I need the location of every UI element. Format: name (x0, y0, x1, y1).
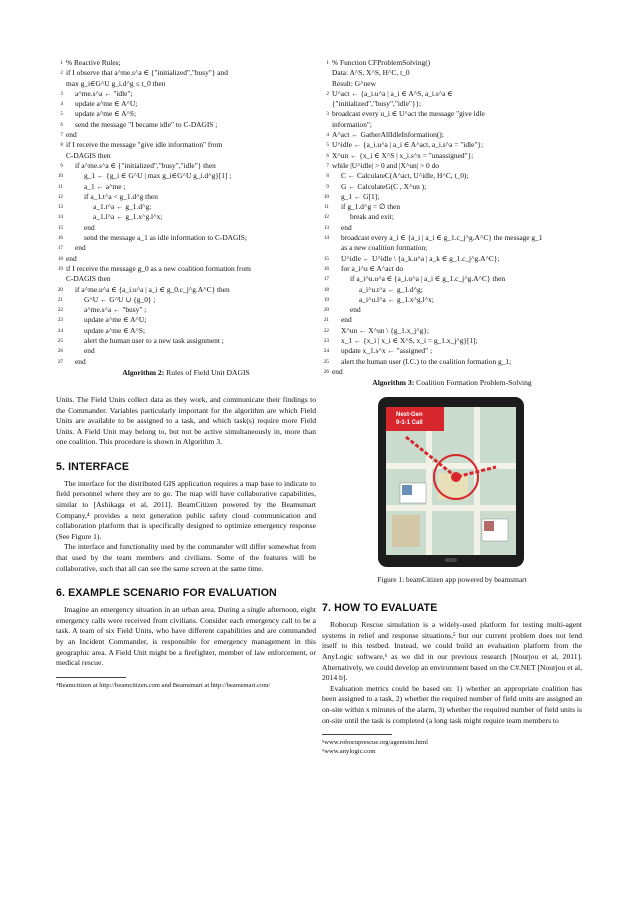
line-number: 19 (323, 296, 329, 303)
line-text: if I receive the message g_0 as a new coalition formation from (66, 263, 251, 273)
line-number: 2 (326, 90, 329, 97)
line-number: 25 (57, 338, 63, 345)
algorithm-line (56, 315, 316, 325)
algorithm-2-label: Algorithm 2: (122, 367, 165, 377)
tablet-device (378, 397, 524, 567)
line-number: 17 (57, 245, 63, 252)
line-text: C-DAGIS then (66, 150, 111, 160)
line-number: 26 (57, 348, 63, 355)
algorithm-line (322, 285, 582, 295)
algorithm-line (322, 140, 582, 150)
banner-line-1: Next-Gen (396, 412, 423, 419)
line-number: 7 (326, 162, 329, 169)
line-text: if I observe that a^me.s^a ∈ {"initialized","busy"} and (66, 68, 228, 78)
algorithm-line (56, 295, 316, 305)
algorithm-3-caption (322, 378, 582, 387)
paragraph: The interface for the distributed GIS application requires a map base to indicate to field personnel where they are to go. The map will have collaborative capabilities, similar to [Ashikaga et al, 2011]. BeamCitizen powered by the Beamsmart Company,⁴ provides a next generation public safety cloud communication and collaboration platform that is specifically designed to optimize emergency response (See Figure 1). (56, 478, 316, 541)
algorithm-line (56, 274, 316, 284)
algorithm-line (56, 202, 316, 212)
algorithm-line (56, 336, 316, 346)
line-number: 15 (323, 255, 329, 262)
line-text: A^act ← GatherAllIdleInformation(); (332, 130, 444, 140)
line-text: if a_i^u.u^a ∈ {a_i.u^a | a_i ∈ g_1.c_j^g.A^C} then (350, 274, 506, 284)
line-text: U^act ← {a_i.u^a | a_i ∈ A^S, a_i.s^a ∈ (332, 88, 453, 98)
footnote-rule (56, 677, 126, 678)
algorithm-line (322, 295, 582, 305)
line-text: while |U^idle| > 0 and |X^un| > 0 do (332, 160, 439, 170)
line-number: 24 (323, 348, 329, 355)
line-number: 14 (323, 235, 329, 242)
algorithm-line (322, 109, 582, 119)
line-text: end (84, 346, 95, 356)
line-text: a_i^u.t^a ← g_1.d^g; (359, 284, 423, 294)
algorithm-line (322, 274, 582, 284)
line-number: 23 (323, 338, 329, 345)
algorithm-line (56, 89, 316, 99)
line-text: if a_1.t^a < g_1.d^g then (84, 191, 158, 201)
algorithm-line (322, 315, 582, 325)
left-column (56, 58, 316, 690)
line-text: G^U ← G^U ∪ {g_0} ; (84, 294, 156, 304)
algorithm-3-label: Algorithm 3: (372, 378, 415, 388)
algorithm-line (56, 99, 316, 109)
line-text: if I receive the message "give idle information" from (66, 140, 223, 150)
algorithm-line (56, 79, 316, 89)
map-screen (386, 407, 516, 555)
line-text: as a new coalition formation; (341, 243, 428, 253)
line-number: 21 (57, 296, 63, 303)
line-number: 26 (323, 368, 329, 375)
line-text: end (75, 356, 86, 366)
line-text: X^un ← {x_i ∈ X^S | x_i.s^x = "unassigned"}; (332, 150, 474, 160)
paragraph: Units. The Field Units collect data as they work, and communicate their findings to the Commander. Variables particularly important for the algorithm are which Field Units are available to be assigned to a task, and which task(s) require more Field Units. A Field Unit may belong to, but not be active simultaneously in, more than one coalition. This procedure is shown in Algorithm 3. (56, 394, 316, 447)
algorithm-line (56, 346, 316, 356)
line-text: break and exit; (350, 212, 394, 222)
algorithm-line (56, 326, 316, 336)
line-text: end (84, 222, 95, 232)
line-text: g_1 ← G[1]; (341, 191, 380, 201)
line-number: 2 (60, 70, 63, 77)
line-number: 6 (60, 121, 63, 128)
algorithm-line (322, 58, 582, 68)
algorithm-line (322, 99, 582, 109)
paragraph: Evaluation metrics could be based on: 1) whether an appropriate coalition has been assigned to a task, 2) whether the required number of field units are assigned an on-site within x minutes of the alarm, 3) whether the required number of field units is on-site until the task is completed (a long task might require team members to (322, 683, 582, 725)
algorithm-2 (56, 58, 316, 367)
line-number: 24 (57, 327, 63, 334)
line-number: 10 (57, 173, 63, 180)
algorithm-line (56, 58, 316, 68)
line-text: for a_i^u ∈ A^act do (341, 263, 404, 273)
line-text: a_1.l^a ← g_1.x^g.l^x; (93, 212, 163, 222)
line-number: 1 (326, 60, 329, 66)
paragraph: The interface and functionality used by the commander will differ somewhat from that used by the team members and civilians. Some of the features will be collaborative, such that all can see the same screen at the same time. (56, 542, 316, 573)
algorithm-line (322, 336, 582, 346)
line-number: 23 (57, 317, 63, 324)
algorithm-line (56, 171, 316, 181)
algorithm-line (322, 202, 582, 212)
line-number: 8 (60, 142, 63, 149)
line-number: 25 (323, 358, 329, 365)
line-text: broadcast every a_i ∈ {a_i | a_i ∈ g_1.c_j^g.A^C} the message g_1 (341, 233, 543, 243)
line-text: send the message a_1 as idle information to C-DAGIS; (84, 233, 247, 243)
algorithm-line (322, 326, 582, 336)
line-text: % Function CFProblemSolving() (332, 58, 431, 67)
line-number: 13 (323, 224, 329, 231)
algorithm-line (322, 182, 582, 192)
line-text: G ← CalculateG(C , X^un ); (341, 181, 427, 191)
paragraph: Imagine an emergency situation in an urban area. During a single afternoon, eight emergency calls were received from civilians. Consider each emergency call to be a task. A team of six Field Units, who have different capabilities and are commanded by an Incident Commander, is responsible for emergency management in this geographic area. A Field Unit might be a firefighter, member of law enforcement, or medical rescue. (56, 605, 316, 668)
line-number: 9 (326, 183, 329, 190)
line-text: C-DAGIS then (66, 274, 111, 284)
algorithm-line (56, 243, 316, 253)
line-text: end (332, 366, 343, 376)
section-heading-how-to-evaluate: 7. HOW TO EVALUATE (322, 602, 438, 615)
algorithm-line (56, 109, 316, 119)
line-number: 4 (60, 101, 63, 108)
line-number: 3 (326, 111, 329, 118)
line-text: % Reactive Rules; (66, 58, 121, 67)
line-text: Data: A^S, X^S, H^C, t_0 (332, 68, 410, 78)
line-text: g_1 ← {g_i ∈ G^U | max g_i∈G^U g_i.d^g}[1] ; (84, 171, 232, 181)
home-button (445, 558, 457, 562)
algorithm-line (322, 212, 582, 222)
algorithm-line (56, 305, 316, 315)
line-number: 20 (57, 286, 63, 293)
footnote-rule (322, 734, 392, 735)
figure-1-caption: Figure 1: beamCitizen app powered by beamsmart (377, 575, 527, 585)
line-text: if a^me.s^a ∈ {"initialized","busy","idle"} then (75, 160, 216, 170)
algorithm-line (322, 151, 582, 161)
line-text: update a^me ∈ A^S; (84, 325, 146, 335)
line-text: end (66, 253, 77, 263)
algorithm-line (322, 89, 582, 99)
line-text: a^me.s^a ← "busy" ; (84, 305, 147, 315)
line-text: end (341, 222, 352, 232)
line-number: 4 (326, 132, 329, 139)
algorithm-line (322, 130, 582, 140)
line-text: max g_i∈G^U g_i.d^g ≤ t_0 then (66, 78, 166, 88)
algorithm-line (56, 151, 316, 161)
algorithm-line (322, 120, 582, 130)
line-text: a_1 ← a^me ; (84, 181, 126, 191)
line-text: U^idle ← U^idle \ {a_k.u^a | a_k ∈ g_1.c_j^g.A^C}; (341, 253, 500, 263)
line-text: end (341, 315, 352, 325)
line-text: end (75, 243, 86, 253)
right-column (322, 58, 582, 756)
line-number: 1 (60, 60, 63, 66)
line-text: update a^me ∈ A^U; (75, 99, 138, 109)
line-text: send the message "I became idle" to C-DAGIS ; (75, 119, 218, 129)
line-text: update a^me ∈ A^S; (75, 109, 137, 119)
algorithm-line (56, 233, 316, 243)
line-number: 12 (57, 193, 63, 200)
line-number: 10 (323, 193, 329, 200)
algorithm-line (322, 233, 582, 243)
line-text: alert the human user to a new task assignment ; (84, 336, 224, 346)
line-text: if g_1.d^g = ∅ then (341, 202, 401, 212)
algorithm-line (322, 223, 582, 233)
line-number: 5 (326, 142, 329, 149)
algorithm-line (322, 305, 582, 315)
line-number: 11 (324, 204, 329, 211)
line-number: 9 (60, 162, 63, 169)
algorithm-2-caption (56, 368, 316, 377)
section-heading-interface: 5. INTERFACE (56, 460, 130, 473)
line-number: 16 (57, 235, 63, 242)
footnote-5: ⁵www.robocuprescue.org/agentsim.html (322, 739, 428, 747)
algorithm-line (322, 79, 582, 89)
line-number: 20 (323, 307, 329, 314)
line-text: information"; (332, 119, 372, 129)
line-number: 5 (60, 111, 63, 118)
line-text: update x_1.s^x ← "assigned" ; (341, 346, 432, 356)
line-text: U^idle ← {a_i.u^a | a_i ∈ A^act, a_i.s^a = "idle"}; (332, 140, 483, 150)
algorithm-line (322, 254, 582, 264)
line-text: alert the human user (I.C.) to the coalition formation g_1; (341, 356, 512, 366)
line-number: 13 (57, 204, 63, 211)
banner-line-2: 9-1-1 Call (396, 420, 423, 427)
algorithm-2-title: Rules of Field Unit DAGIS (166, 367, 250, 377)
algorithm-line (56, 182, 316, 192)
line-text: broadcast every u_i ∈ U^act the message "give idle (332, 109, 485, 119)
section-heading-example-scenario: 6. EXAMPLE SCENARIO FOR EVALUATION (56, 587, 277, 600)
algorithm-line (56, 161, 316, 171)
line-text: a_i^u.l^a ← g_1.x^g.l^x; (359, 294, 434, 304)
line-number: 12 (323, 214, 329, 221)
line-text: end (350, 305, 361, 315)
algorithm-3 (322, 58, 582, 377)
footnote-6: ⁶www.anylogic.com (322, 748, 376, 756)
line-number: 3 (60, 90, 63, 97)
line-number: 8 (326, 173, 329, 180)
algorithm-line (322, 264, 582, 274)
line-text: a^me.s^a ← "idle"; (75, 88, 133, 98)
algorithm-line (56, 285, 316, 295)
algorithm-line (322, 357, 582, 367)
line-text: x_1 ← {x_i | x_i ∈ X^S, x_i = g_1.x_j^g}[1]; (341, 336, 478, 346)
line-text: Result: G^new (332, 78, 376, 88)
line-text: C ← CalculateC(A^act, U^idle, H^C, t_0); (341, 171, 469, 181)
algorithm-line (322, 243, 582, 253)
algorithm-line (56, 357, 316, 367)
line-number: 18 (57, 255, 63, 262)
footnote-4: ⁴Beamcitizen at http://beamcitizen.com and Beamsmart at http://beamsmart.com/ (56, 681, 271, 689)
line-number: 17 (323, 276, 329, 283)
algorithm-line (322, 161, 582, 171)
line-text: end (66, 130, 77, 140)
algorithm-line (56, 254, 316, 264)
figure-1 (348, 397, 556, 569)
algorithm-line (322, 171, 582, 181)
line-text: a_1.t^a ← g_1.d^g; (93, 202, 152, 212)
algorithm-line (322, 68, 582, 78)
algorithm-line (56, 130, 316, 140)
line-number: 11 (58, 183, 63, 190)
line-number: 19 (57, 265, 63, 272)
algorithm-line (322, 346, 582, 356)
paragraph: Robocup Rescue simulation is a widely-used platform for testing multi-agent systems in relief and response situations,⁵ but our current problem does not lend itself to this testbed. Instead, we could build an evaluation platform from the AnyLogic software,⁶ as we did in our previous research [Nourjou et al, 2011]. Alternatively, we could develop an environment based on the C#.NET [Nourjou et al, 2014 b]. (322, 620, 582, 683)
line-number: 21 (323, 317, 329, 324)
line-number: 7 (60, 132, 63, 139)
algorithm-line (322, 192, 582, 202)
line-text: X^un ← X^un \ {g_1.x_j^g}; (341, 325, 429, 335)
line-number: 16 (323, 265, 329, 272)
line-text: {"initialized","busy","idle"}}; (332, 99, 422, 109)
line-number: 6 (326, 152, 329, 159)
line-number: 15 (57, 224, 63, 231)
line-number: 22 (57, 307, 63, 314)
line-text: if a^me.u^a ∈ {a_i.u^a | a_i ∈ g_0.c_j^g.A^C} then (75, 284, 230, 294)
algorithm-line (322, 367, 582, 377)
algorithm-line (56, 223, 316, 233)
line-number: 18 (323, 286, 329, 293)
next-gen-banner (386, 407, 444, 431)
algorithm-line (56, 68, 316, 78)
algorithm-line (56, 192, 316, 202)
algorithm-line (56, 264, 316, 274)
line-number: 27 (57, 358, 63, 365)
algorithm-line (56, 212, 316, 222)
algorithm-line (56, 140, 316, 150)
line-number: 22 (323, 327, 329, 334)
algorithm-3-title: Coalition Formation Problem-Solving (416, 378, 532, 388)
line-number: 14 (57, 214, 63, 221)
line-text: update a^me ∈ A^U; (84, 315, 147, 325)
algorithm-line (56, 120, 316, 130)
